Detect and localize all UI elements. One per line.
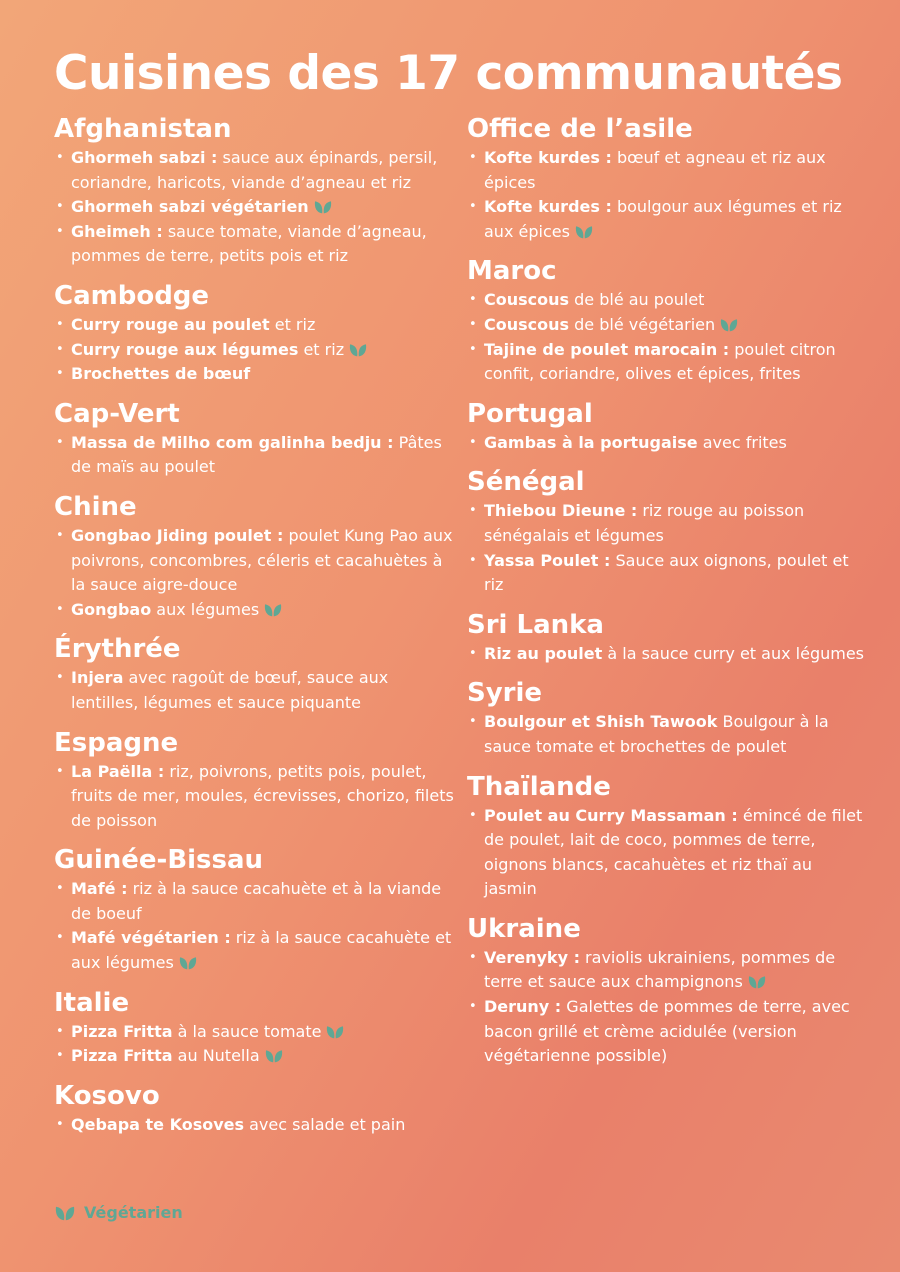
country-heading: Sri Lanka	[467, 609, 604, 640]
dish-item	[54, 926, 454, 975]
country-heading: Afghanistan	[54, 114, 232, 144]
dish-item	[467, 338, 867, 387]
country-section	[54, 986, 454, 1069]
vegetarian-leaf-icon	[325, 1024, 345, 1040]
dish-item	[54, 877, 454, 926]
dish-name: Tajine de poulet marocain :	[484, 339, 730, 359]
dish-name: Injera	[71, 668, 124, 688]
dish-name: Couscous	[484, 314, 570, 334]
dish-item	[467, 549, 867, 598]
dish-name: Qebapa te Kosoves	[71, 1114, 245, 1134]
dish-description: Pâtes de maïs au poulet	[71, 432, 442, 477]
dish-list	[54, 877, 454, 975]
country-section	[54, 1079, 454, 1138]
country-section	[467, 676, 867, 759]
country-heading: Ukraine	[467, 913, 581, 944]
dish-list	[467, 431, 867, 456]
dish-name: Pizza Fritta	[71, 1021, 173, 1041]
country-section	[54, 726, 454, 834]
country-section	[54, 397, 454, 480]
vegetarian-legend	[54, 1203, 183, 1222]
dish-name: Kofte kurdes :	[484, 197, 612, 217]
dish-description: poulet citron confit, coriandre, olives et épices, frites	[484, 339, 836, 384]
vegetarian-leaf-icon	[263, 602, 283, 618]
country-heading: Espagne	[54, 727, 179, 758]
dish-name: Gambas à la portugaise	[484, 432, 698, 452]
dish-name: Verenyky :	[484, 947, 580, 967]
dish-item	[54, 1020, 454, 1045]
dish-list	[54, 431, 454, 480]
dish-item	[467, 431, 867, 456]
dish-description: sauce aux épinards, persil, coriandre, haricots, viande d’agneau et riz	[71, 148, 438, 192]
dish-item	[54, 598, 454, 623]
dish-list	[467, 499, 867, 597]
country-heading: Maroc	[467, 256, 557, 287]
dish-description: Galettes de pommes de terre, avec bacon grillé et crème acidulée (version végétarienne possible)	[484, 997, 850, 1066]
dish-description: avec ragoût de bœuf, sauce aux lentilles, légumes et sauce piquante	[71, 668, 389, 712]
dish-description: de blé végétarien	[569, 314, 716, 334]
dish-item	[54, 220, 454, 269]
dish-name: Brochettes de bœuf	[71, 364, 251, 384]
country-heading: Office de l’asile	[467, 114, 693, 144]
right-column	[467, 112, 867, 1079]
dish-list	[467, 710, 867, 759]
dish-description: poulet Kung Pao aux poivrons, concombres, céleris et cacahuètes à la sauce aigre-douce	[71, 525, 453, 595]
dish-list	[54, 1020, 454, 1069]
dish-item	[54, 362, 454, 387]
dish-description: et riz	[298, 339, 345, 359]
dish-description: riz à la sauce cacahuète et à la viande de boeuf	[71, 879, 442, 923]
dish-item	[467, 710, 867, 759]
dish-list	[467, 288, 867, 386]
dish-item	[54, 666, 454, 715]
page-title: Cuisines des 17 communautés	[54, 46, 843, 101]
dish-list	[467, 946, 867, 1069]
leaf-icon	[54, 1204, 76, 1222]
dish-item	[54, 313, 454, 338]
dish-description: émincé de filet de poulet, lait de coco, pommes de terre, oignons blancs, cacahuètes et riz thaï au jasmin	[484, 805, 863, 899]
legend-label: Végétarien	[84, 1203, 183, 1222]
dish-name: Thiebou Dieune :	[484, 501, 638, 521]
dish-name: Couscous	[484, 290, 570, 310]
dish-name: Curry rouge au poulet	[71, 314, 270, 334]
dish-name: Gongbao Jiding poulet :	[71, 525, 284, 545]
dish-name: Boulgour et Shish Tawook	[484, 712, 718, 732]
dish-description: Sauce aux oignons, poulet et riz	[484, 550, 849, 595]
country-heading: Syrie	[467, 678, 543, 709]
country-heading: Cap-Vert	[54, 398, 180, 429]
country-section	[54, 112, 454, 269]
dish-item	[467, 804, 867, 902]
vegetarian-leaf-icon	[719, 317, 739, 333]
country-heading: Cambodge	[54, 280, 210, 311]
dish-description: à la sauce curry et aux légumes	[602, 643, 865, 663]
dish-name: Poulet au Curry Massaman :	[484, 805, 738, 825]
dish-description: de blé au poulet	[569, 290, 705, 310]
vegetarian-leaf-icon	[747, 974, 767, 990]
dish-item	[467, 313, 867, 338]
dish-name: Ghormeh sabzi :	[71, 148, 218, 167]
country-heading: Kosovo	[54, 1080, 160, 1111]
dish-list	[54, 146, 454, 269]
dish-name: Mafé végétarien :	[71, 928, 231, 948]
country-heading: Sénégal	[467, 467, 585, 498]
dish-list	[54, 666, 454, 715]
dish-item	[467, 288, 867, 313]
dish-item	[467, 499, 867, 548]
country-section	[467, 112, 867, 244]
country-section	[54, 632, 454, 715]
dish-description: riz, poivrons, petits pois, poulet, fruits de mer, moules, écrevisses, chorizo, filets de poisson	[71, 761, 454, 830]
dish-name: La Paëlla :	[71, 761, 165, 781]
country-heading: Guinée-Bissau	[54, 845, 264, 876]
dish-name: Yassa Poulet :	[484, 550, 611, 570]
dish-name: Mafé :	[71, 879, 128, 899]
dish-name: Gheimeh :	[71, 221, 163, 241]
dish-item	[54, 338, 454, 363]
dish-list	[467, 642, 867, 667]
vegetarian-leaf-icon	[264, 1048, 284, 1064]
country-section	[467, 608, 867, 667]
dish-name: Gongbao	[71, 599, 152, 619]
dish-list	[54, 760, 454, 834]
dish-name: Ghormeh sabzi végétarien	[71, 197, 309, 217]
dish-list	[54, 1113, 454, 1138]
dish-name: Riz au poulet	[484, 643, 603, 663]
country-heading: Italie	[54, 987, 130, 1018]
vegetarian-leaf-icon	[178, 955, 198, 971]
dish-description: avec frites	[697, 432, 787, 452]
dish-item	[54, 1113, 454, 1138]
dish-description: et riz	[269, 314, 316, 334]
dish-item	[467, 195, 867, 244]
dish-item	[54, 524, 454, 598]
dish-description: aux légumes	[151, 599, 260, 619]
dish-description: boulgour aux légumes et riz aux épices	[484, 197, 842, 241]
dish-item	[54, 1044, 454, 1069]
country-section	[467, 770, 867, 902]
country-section	[467, 912, 867, 1069]
dish-name: Pizza Fritta	[71, 1046, 173, 1066]
dish-name: Curry rouge aux légumes	[71, 339, 299, 359]
dish-list	[54, 524, 454, 622]
country-section	[467, 254, 867, 386]
dish-name: Kofte kurdes :	[484, 148, 612, 167]
country-heading: Chine	[54, 491, 137, 522]
country-heading: Portugal	[467, 398, 593, 429]
dish-item	[54, 431, 454, 480]
dish-item	[467, 642, 867, 667]
dish-item	[54, 146, 454, 195]
country-section	[467, 465, 867, 597]
vegetarian-leaf-icon	[574, 224, 594, 240]
dish-description: bœuf et agneau et riz aux épices	[484, 148, 826, 192]
dish-name: Deruny :	[484, 997, 562, 1017]
country-section	[467, 397, 867, 456]
country-heading: Thaïlande	[467, 771, 611, 802]
dish-name: Massa de Milho com galinha bedju :	[71, 432, 394, 452]
country-section	[54, 279, 454, 387]
dish-description: Boulgour à la sauce tomate et brochettes de poulet	[484, 712, 829, 756]
dish-description: à la sauce tomate	[172, 1021, 322, 1041]
dish-description: avec salade et pain	[244, 1114, 406, 1134]
country-section	[54, 490, 454, 622]
dish-list	[54, 313, 454, 387]
dish-description: riz rouge au poisson sénégalais et légumes	[484, 501, 805, 545]
dish-item	[467, 995, 867, 1069]
dish-description: raviolis ukrainiens, pommes de terre et sauce aux champignons	[484, 947, 836, 992]
dish-list	[467, 146, 867, 244]
country-section	[54, 843, 454, 975]
dish-description: au Nutella	[172, 1046, 260, 1066]
dish-description: riz à la sauce cacahuète et aux légumes	[71, 928, 452, 973]
country-heading: Érythrée	[54, 634, 181, 665]
dish-item	[54, 195, 454, 220]
dish-item	[54, 760, 454, 834]
dish-list	[467, 804, 867, 902]
dish-description: sauce tomate, viande d’agneau, pommes de terre, petits pois et riz	[71, 221, 427, 266]
dish-item	[467, 146, 867, 195]
vegetarian-leaf-icon	[348, 342, 368, 358]
vegetarian-leaf-icon	[313, 199, 333, 215]
left-column	[54, 112, 454, 1147]
dish-item	[467, 946, 867, 995]
